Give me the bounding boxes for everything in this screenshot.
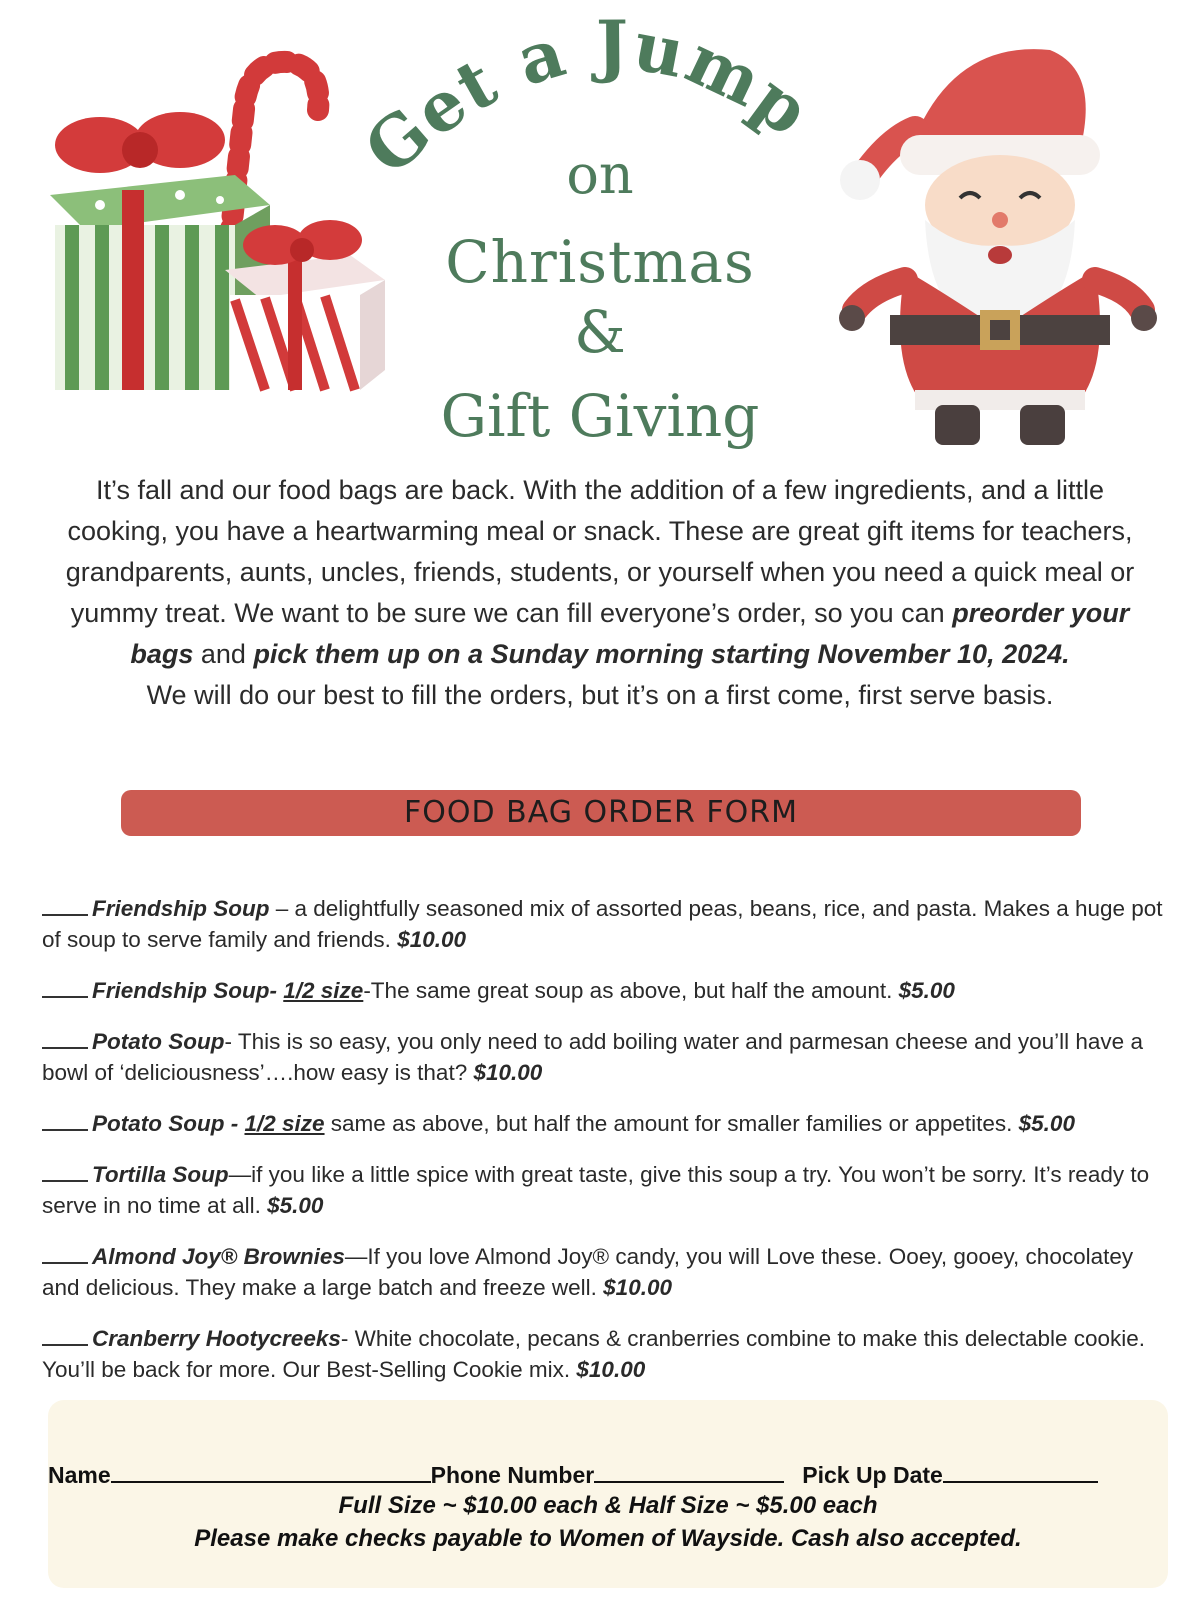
item-name: Potato Soup [92, 1029, 225, 1054]
item-price: $10.00 [473, 1060, 543, 1085]
title-on: on [566, 143, 634, 206]
order-footer-box [48, 1400, 1168, 1588]
item-price: $5.00 [898, 978, 955, 1003]
item-price: $10.00 [576, 1357, 646, 1382]
item-price: $10.00 [603, 1275, 672, 1300]
title-christmas: Christmas [445, 228, 755, 296]
item-name: Almond Joy® Brownies [92, 1244, 345, 1269]
intro-text-1: It’s fall and our food bags are back. With the addition of a few ingredients, and a little cooking, you have a heartwarming meal or snack. These are great gift items for teachers, grandparents, aunts, uncles, friends, students, or yourself when you need a quick meal or yummy treat. We want to be sure we can fill everyone’s order, so you can [65, 475, 1135, 628]
list-item [42, 975, 1172, 1006]
item-size: 1/2 size [283, 978, 364, 1003]
phone-field[interactable] [594, 1480, 784, 1483]
quantity-blank[interactable] [42, 1128, 88, 1131]
item-desc: - This is so easy, you only need to add boiling water and parmesan cheese and you’ll have a bowl of ‘deliciousness’….how easy is that? [42, 1029, 1143, 1085]
contact-fields-row [48, 1462, 1168, 1489]
quantity-blank[interactable] [42, 1261, 88, 1264]
list-item [42, 1323, 1172, 1385]
list-item [42, 1108, 1172, 1139]
title-arc-textpath: Get a Jump [349, 10, 826, 191]
item-name: Friendship Soup [92, 896, 270, 921]
quantity-blank[interactable] [42, 1179, 88, 1182]
pricing-note: Full Size ~ $10.00 each & Half Size ~ $5.00 each [338, 1492, 878, 1519]
name-label: Name [48, 1462, 111, 1488]
intro-paragraph [60, 470, 1140, 716]
phone-label: Phone Number [430, 1462, 595, 1488]
item-desc: - White chocolate, pecans & cranberries combine to make this delectable cookie. You’ll be back for more. Our Best-Selling Cookie mix. [42, 1326, 1146, 1382]
item-desc: – a delightfully seasoned mix of assorted peas, beans, rice, and pasta. Makes a huge pot of soup to serve family and friends. [42, 896, 1163, 952]
item-price: $5.00 [267, 1193, 324, 1218]
payment-note: Please make checks payable to Women of Wayside. Cash also accepted. [194, 1525, 1022, 1552]
list-item [42, 1159, 1172, 1221]
item-name: Cranberry Hootycreeks [92, 1326, 341, 1351]
quantity-blank[interactable] [42, 995, 88, 998]
order-form-banner: FOOD BAG ORDER FORM [121, 790, 1081, 836]
list-item [42, 1026, 1172, 1088]
pickup-date-label: Pick Up Date [802, 1462, 943, 1488]
list-item [42, 1241, 1172, 1303]
item-price: $10.00 [397, 927, 467, 952]
title-ampersand: & [574, 298, 626, 366]
quantity-blank[interactable] [42, 913, 88, 916]
item-name: Tortilla Soup [92, 1162, 229, 1187]
item-name: Potato Soup - [92, 1111, 245, 1136]
candy-cane-icon [230, 62, 318, 240]
santa-claus-illustration [830, 30, 1160, 450]
item-desc: —if you like a little spice with great taste, give this soup a try. You won’t be sorry. It’s ready to serve in no time at all. [42, 1162, 1150, 1218]
quantity-blank[interactable] [42, 1343, 88, 1346]
title-lines [330, 0, 870, 470]
pickup-date-field[interactable] [943, 1480, 1098, 1483]
item-name: Friendship Soup- [92, 978, 284, 1003]
quantity-blank[interactable] [42, 1046, 88, 1049]
order-items-list [42, 893, 1172, 1405]
title-gift-giving: Gift Giving [440, 382, 760, 450]
item-price: $5.00 [1018, 1111, 1075, 1136]
item-desc: -The same great soup as above, but half the amount. [363, 978, 899, 1003]
intro-bold-pickup: pick them up on a Sunday morning starting November 10, 2024. [253, 639, 1070, 669]
item-desc: same as above, but half the amount for smaller families or appetites. [324, 1111, 1019, 1136]
intro-text-and: and [193, 639, 254, 669]
list-item [42, 893, 1172, 955]
intro-bold-preorder: preorder your bags [130, 598, 1130, 669]
name-field[interactable] [111, 1480, 431, 1483]
item-size: 1/2 size [244, 1111, 325, 1136]
intro-text-2: We will do our best to fill the orders, but it’s on a first come, first serve basis. [146, 680, 1054, 710]
item-desc: —If you love Almond Joy® candy, you will Love these. Ooey, gooey, chocolatey and delicious. They make a large batch and freeze well. [42, 1244, 1134, 1300]
